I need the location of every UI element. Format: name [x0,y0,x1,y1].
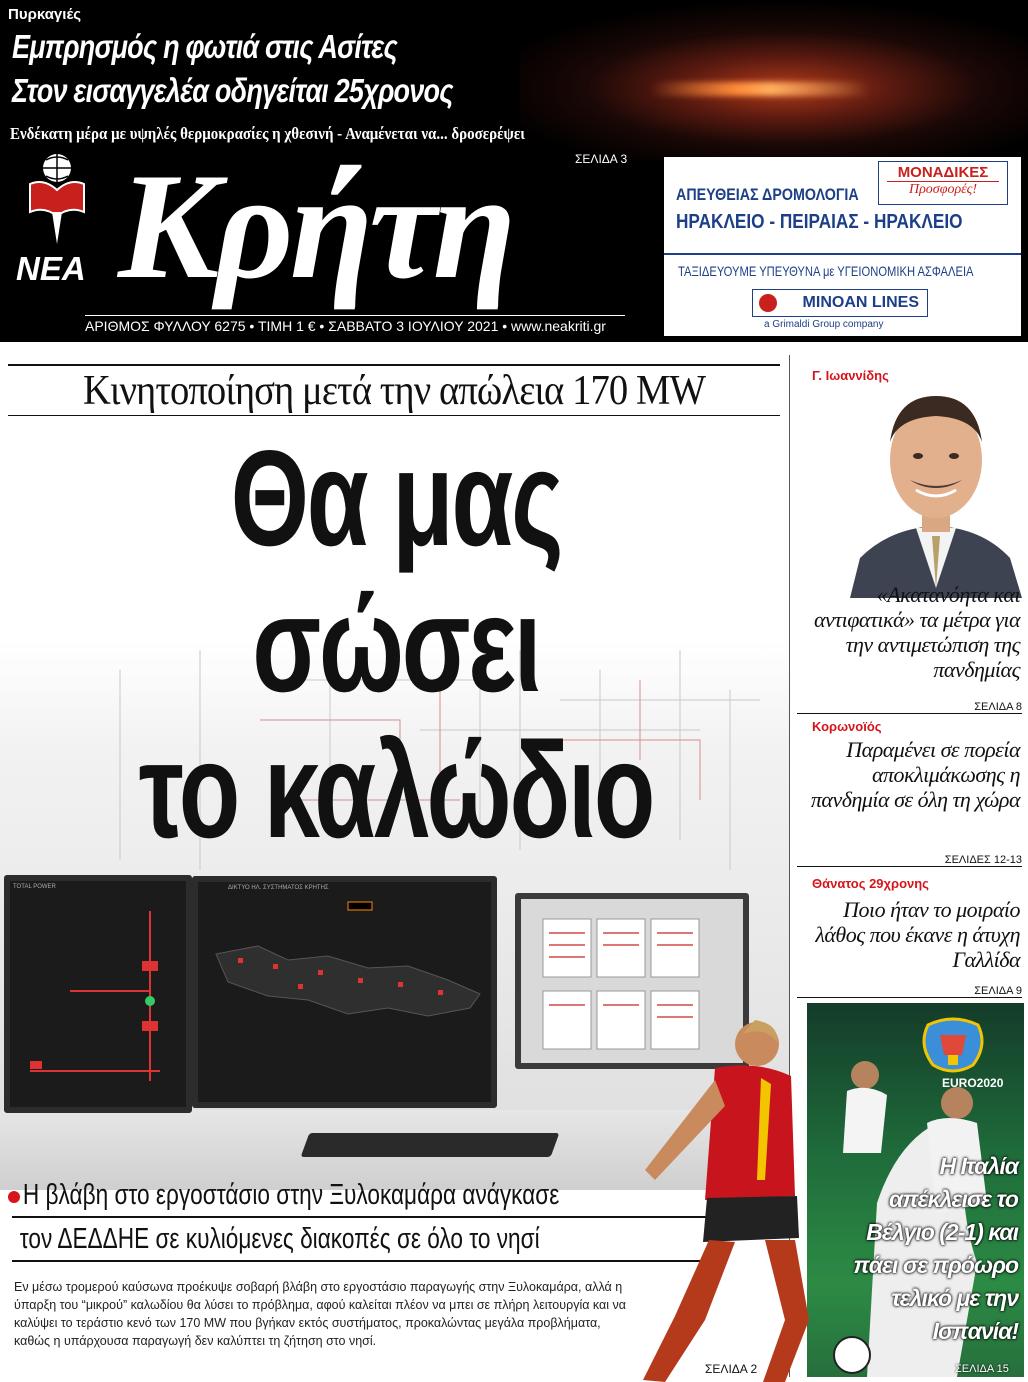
main-headline-line-2: το καλώδιο [138,714,654,866]
top-page-ref: ΣΕΛΙΔΑ 3 [575,152,628,166]
death-kicker: Θάνατος 29χρονης [812,876,929,891]
minoan-lines-logo [752,289,928,317]
main-body-text: Εν μέσω τρομερού καύσωνα προέκυψε σοβαρή βλάβη στο εργοστάσιο παραγωγής στην Ξυλοκαμάρα, αλλά η ύπαρξη του “μικρού” καλωδίου θα λύσει το πρόβλημα, αφού καλείται πλέον να μπει σε πλήρη λειτουργία και να καλύψει το τεράστιο κενό των 170 MW που βγήκαν εκτός συστήματος, προκαλώντας μεγάλα προβλήματα, καθώς η υπάρχουσα παραγωγή δεν καλύπτει τη ζήτηση στο νησί. [14,1280,626,1348]
corona-page-ref: ΣΕΛΙΔΕΣ 12-13 [797,854,1022,867]
masthead-nea: ΝΕΑ [16,250,86,287]
ioannidis-portrait [850,378,1022,598]
belgium-player-image [585,1020,815,1382]
top-headline-2[interactable]: Στον εισαγγελέα οδηγείται 25χρονος [12,72,453,109]
masthead-title[interactable]: Κρήτη [118,142,512,310]
keyboard [301,1133,560,1157]
main-page-ref: ΣΕΛΙΔΑ 2 [705,1362,758,1376]
ad-special-offer-badge [878,161,1008,205]
corona-kicker: Κορωνοϊός [812,719,882,734]
ioannidis-kicker: Γ. Ιωαννίδης [812,368,889,383]
main-deck-line-1: Η βλάβη στο εργοστάσιο στην Ξυλοκαμάρα ανάγκασε [12,1174,726,1218]
minoan-logo-icon [759,294,777,312]
death-page-ref: ΣΕΛΙΔΑ 9 [797,985,1022,998]
monitor-2-label: ΔΙΚΤΥΟ ΗΛ. ΣΥΣΤΗΜΑΤΟΣ ΚΡΗΤΗΣ [228,885,329,891]
ad-brand: MINOAN LINES [802,294,919,311]
newspaper-logo-icon [26,150,88,246]
ad-special-label: ΜΟΝΑΔΙΚΕΣ [897,164,989,181]
monitor-total-power [4,875,192,1113]
euro-headline[interactable]: Η Ιταλία απέκλεισε το Βέλγιο (2-1) και πάει σε πρόωρο τελικό με την Ισπανία! [853,1153,1018,1344]
top-subline: Ενδέκατη μέρα με υψηλές θερμοκρασίες η χθεσινή - Αναμένεται να... δροσερέψει [10,124,525,143]
monitor-crete-grid-map [192,876,497,1108]
main-subhead [8,364,780,416]
euro-page-ref: ΣΕΛΙΔΑ 15 [955,1363,1009,1375]
ad-line-2: ΗΡΑΚΛΕΙΟ - ΠΕΙΡΑΙΑΣ - ΗΡΑΚΛΕΙΟ [676,211,963,233]
corona-headline[interactable]: Παραμένει σε πορεία αποκλιμάκωσης η πανδημία σε όλη τη χώρα [810,737,1020,812]
fire-glow-line [650,82,870,96]
euro2020-label: EURO2020 [942,1076,1004,1090]
ad-offers-label: Προσφορές! [887,181,999,198]
ioannidis-page-ref: ΣΕΛΙΔΑ 8 [797,701,1022,714]
main-headline[interactable] [6,422,786,866]
top-headline-1[interactable]: Εμπρησμός η φωτιά στις Ασίτες [12,28,397,65]
main-headline-line-1: Θα μας σώσει [230,422,562,720]
fire-photo [520,0,1028,160]
ad-line-1: ΑΠΕΥΘΕΙΑΣ ΔΡΟΜΟΛΟΓΙΑ [676,185,859,204]
euro2020-trophy-icon [918,1015,988,1077]
ferry-advertisement[interactable] [664,157,1021,336]
main-deck-line-2: τον ΔΕΔΔΗΕ σε κυλιόμενες διακοπές σε όλο το νησί [12,1218,726,1262]
masthead-info: ΑΡΙΘΜΟΣ ΦΥΛΛΟΥ 6275 • ΤΙΜΗ 1 € • ΣΑΒΒΑΤΟ 3 ΙΟΥΛΙΟΥ 2021 • www.neakriti.gr [85,315,625,334]
death-headline[interactable]: Ποιο ήταν το μοιραίο λάθος που έκανε η άτυχη Γαλλίδα [815,897,1020,972]
main-subhead-text: Κινητοποίηση μετά την απώλεια 170 MW [83,368,705,414]
monitor-1-label: TOTAL POWER [13,884,56,890]
ad-brand-sub: a Grimaldi Group company [764,319,884,330]
ioannidis-headline[interactable]: «Ακατανόητα και αντιφατικά» τα μέτρα για την αντιμετώπιση της πανδημίας [813,582,1020,682]
ad-line-3: ΤΑΞΙΔΕΥΟΥΜΕ ΥΠΕΥΘΥΝΑ με ΥΓΕΙΟΝΟΜΙΚΗ ΑΣΦΑΛΕΙΑ [678,263,974,279]
top-kicker: Πυρκαγιές [8,6,82,23]
